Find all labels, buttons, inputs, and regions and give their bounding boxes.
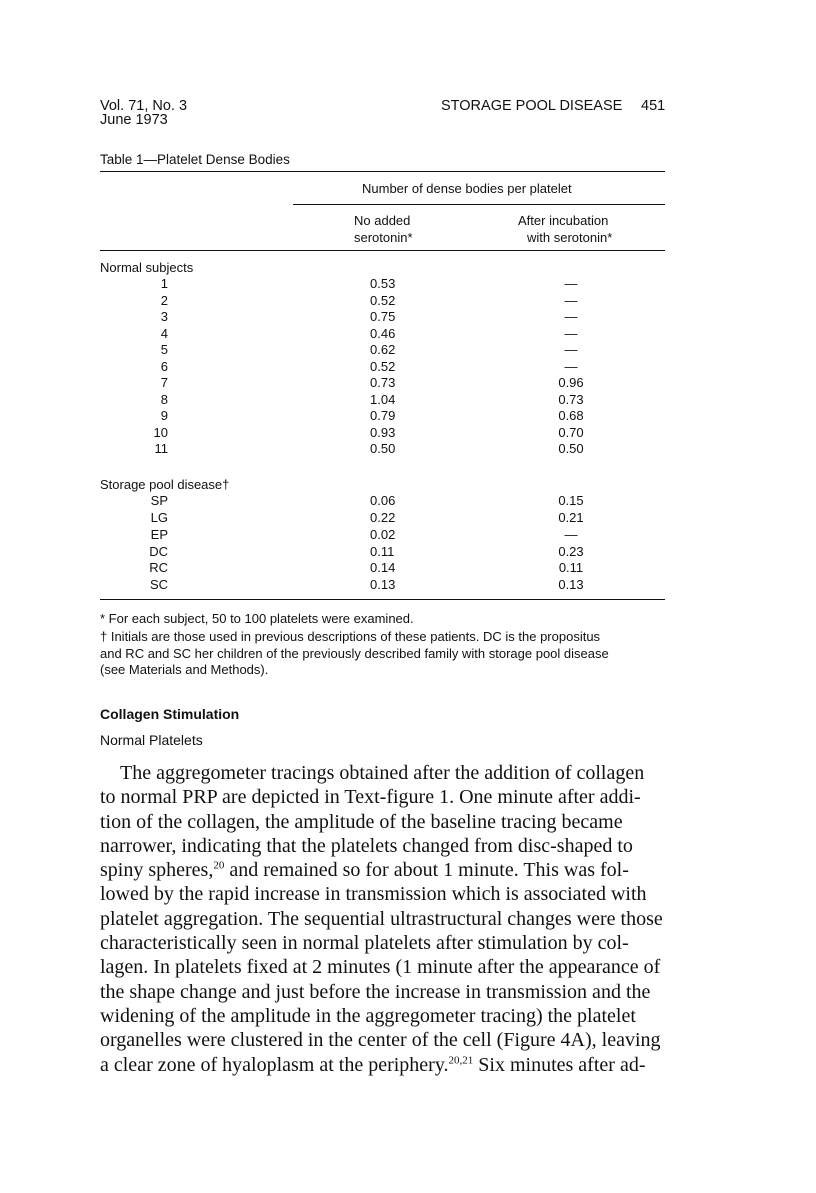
- row-value-with-serotonin: 0.70: [558, 424, 584, 440]
- body-line: organelles were clustered in the center of the cell (Figure 4A), leaving: [100, 1029, 661, 1052]
- row-subject-id: 10: [153, 424, 168, 440]
- row-subject-id: 8: [160, 391, 168, 407]
- journal-date: June 1973: [100, 112, 168, 128]
- row-value-no-serotonin: 0.11: [370, 543, 395, 559]
- citation-ref: 20,21: [448, 1053, 474, 1066]
- body-text-span: Six minutes after ad-: [478, 1053, 646, 1076]
- row-value-with-serotonin: 0.11: [558, 560, 584, 575]
- table-header-rule: [100, 250, 665, 251]
- row-value-with-serotonin: 0.50: [558, 441, 584, 456]
- row-subject-id: 1: [160, 276, 168, 291]
- row-subject-id: SP: [150, 493, 168, 508]
- body-text-span: spiny spheres,: [100, 859, 214, 882]
- table-spanner-header: Number of dense bodies per platelet: [362, 181, 572, 196]
- footnote-line: and RC and SC her children of the previously described family with storage pool disease: [100, 645, 609, 661]
- row-value-no-serotonin: 0.52: [370, 358, 396, 374]
- row-subject-id: SC: [149, 576, 168, 592]
- body-line: lowed by the rapid increase in transmission which is associated with: [100, 883, 647, 906]
- table-bottom-rule: [100, 599, 665, 600]
- section-heading: Collagen Stimulation: [100, 706, 240, 722]
- body-text-span: and remained so for about 1 minute. This was fol-: [229, 859, 629, 882]
- body-line: tion of the collagen, the amplitude of the baseline tracing became: [100, 810, 623, 833]
- body-line: narrower, indicating that the platelets changed from disc-shaped to: [100, 834, 633, 857]
- row-value-with-serotonin: —: [564, 309, 578, 324]
- row-value-with-serotonin: 0.73: [558, 391, 584, 407]
- group-label-normal-subjects: Normal subjects: [100, 260, 194, 275]
- table-spanner-rule: [293, 204, 665, 205]
- body-text-span: a clear zone of hyaloplasm at the periphery.: [100, 1053, 449, 1076]
- row-value-no-serotonin: 0.14: [370, 560, 396, 575]
- row-value-no-serotonin: 0.13: [370, 576, 396, 592]
- row-subject-id: 11: [154, 441, 168, 456]
- body-line: to normal PRP are depicted in Text-figure 1. One minute after addi-: [100, 786, 641, 809]
- row-subject-id: RC: [149, 560, 168, 575]
- row-value-no-serotonin: 0.46: [370, 325, 396, 341]
- row-subject-id: 7: [160, 375, 168, 390]
- footnote-line: (see Materials and Methods).: [100, 662, 269, 677]
- row-value-no-serotonin: 0.06: [370, 493, 396, 508]
- body-line: the shape change and just before the increase in transmission and the: [100, 980, 651, 1003]
- row-value-with-serotonin: 0.96: [558, 375, 584, 390]
- citation-ref: 20: [213, 859, 225, 872]
- body-line: The aggregometer tracings obtained after the addition of collagen: [120, 762, 645, 784]
- table-title: Table 1—Platelet Dense Bodies: [100, 152, 290, 167]
- row-value-with-serotonin: —: [564, 292, 578, 308]
- row-value-no-serotonin: 1.04: [370, 391, 396, 407]
- row-value-with-serotonin: —: [564, 358, 578, 374]
- row-value-with-serotonin: —: [564, 276, 578, 291]
- row-value-no-serotonin: 0.02: [370, 527, 396, 542]
- row-value-with-serotonin: 0.68: [558, 408, 584, 423]
- body-line: widening of the amplitude in the aggregometer tracing) the platelet: [100, 1004, 636, 1027]
- row-value-no-serotonin: 0.50: [370, 441, 396, 456]
- row-subject-id: 5: [160, 342, 168, 357]
- col-header-no-serotonin-line2: serotonin*: [354, 230, 413, 245]
- row-value-with-serotonin: —: [564, 527, 578, 542]
- row-subject-id: DC: [149, 543, 168, 559]
- body-line: lagen. In platelets fixed at 2 minutes (1 minute after the appearance of: [100, 956, 661, 979]
- row-value-with-serotonin: 0.13: [558, 576, 584, 592]
- body-line: platelet aggregation. The sequential ultrastructural changes were those: [100, 907, 663, 930]
- row-value-no-serotonin: 0.52: [370, 292, 396, 308]
- group-label-storage-pool-disease: Storage pool disease†: [100, 477, 230, 492]
- row-value-with-serotonin: —: [564, 342, 578, 357]
- row-subject-id: 2: [160, 292, 168, 308]
- running-title: STORAGE POOL DISEASE: [441, 98, 623, 114]
- page-number: 451: [641, 98, 666, 114]
- row-value-with-serotonin: —: [564, 325, 578, 341]
- footnote-line: † Initials are those used in previous descriptions of these patients. DC is the propositus: [100, 629, 601, 644]
- row-value-no-serotonin: 0.73: [370, 375, 396, 390]
- row-subject-id: 3: [160, 309, 168, 324]
- subsection-heading: Normal Platelets: [100, 732, 203, 748]
- row-subject-id: LG: [150, 510, 168, 525]
- body-line: [100, 1053, 666, 1077]
- row-subject-id: 6: [160, 358, 168, 374]
- row-subject-id: 9: [160, 408, 168, 423]
- table-footnote-dagger: [100, 629, 666, 679]
- row-value-no-serotonin: 0.53: [370, 276, 396, 291]
- table-footnote-asterisk: * For each subject, 50 to 100 platelets were examined.: [100, 611, 414, 626]
- row-value-no-serotonin: 0.93: [370, 424, 396, 440]
- row-value-no-serotonin: 0.79: [370, 408, 396, 423]
- table-top-rule: [100, 171, 665, 172]
- body-line: characteristically seen in normal platelets after stimulation by col-: [100, 932, 629, 955]
- row-value-no-serotonin: 0.22: [370, 510, 396, 525]
- body-line: [100, 858, 666, 882]
- col-header-with-serotonin-line1: After incubation: [518, 213, 609, 228]
- row-value-no-serotonin: 0.75: [370, 309, 396, 324]
- row-subject-id: EP: [150, 527, 168, 542]
- row-value-no-serotonin: 0.62: [370, 342, 396, 357]
- col-header-no-serotonin-line1: No added: [354, 213, 411, 228]
- row-subject-id: 4: [160, 325, 168, 341]
- col-header-with-serotonin-line2: with serotonin*: [527, 230, 613, 245]
- body-paragraph: [100, 761, 666, 1077]
- row-value-with-serotonin: 0.15: [558, 493, 584, 508]
- journal-volume: Vol. 71, No. 3: [100, 98, 188, 114]
- row-value-with-serotonin: 0.21: [558, 510, 584, 525]
- row-value-with-serotonin: 0.23: [558, 543, 584, 559]
